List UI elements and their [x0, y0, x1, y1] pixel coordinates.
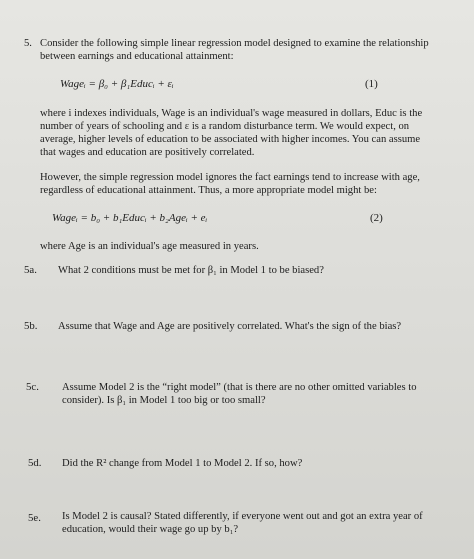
- question-5b-label: 5b.: [24, 320, 38, 332]
- equation-1: Wageᵢ = β₀ + β₁Educᵢ + εᵢ: [60, 78, 174, 90]
- para2-line-1: However, the simple regression model ignores the fact earnings tend to increase with age,: [40, 172, 420, 183]
- question-5b-text: Assume that Wage and Age are positively correlated. What's the sign of the bias?: [58, 321, 402, 332]
- question-5c-text-line-2: consider). Is β₁ in Model 1 too big or too small?: [62, 395, 266, 406]
- question-5e-label: 5e.: [28, 512, 41, 524]
- question-5d-label: 5d.: [28, 457, 42, 469]
- question-5c-label: 5c.: [26, 381, 39, 393]
- para2-line-2: regardless of educational attainment. Thus, a more appropriate model might be:: [40, 185, 377, 196]
- para1-line-2: number of years of schooling and ε is a random disturbance term. We would expect, on: [40, 121, 410, 132]
- para1-line-4: that wages and education are positively correlated.: [40, 147, 255, 158]
- intro-line-1: Consider the following simple linear regression model designed to examine the relationship: [40, 38, 429, 49]
- para1-line-3: average, higher levels of education to be associated with higher incomes. You can assume: [40, 134, 421, 145]
- equation-2: Wageᵢ = b₀ + b₁Educᵢ + b₂Ageᵢ + eᵢ: [52, 212, 208, 224]
- problem-number: 5.: [24, 38, 32, 49]
- intro-line-2: between earnings and educational attainment:: [40, 51, 234, 62]
- question-5c-text-line-1: Assume Model 2 is the “right model” (that is there are no other omitted variables to: [62, 382, 417, 393]
- equation-2-number: (2): [370, 212, 383, 224]
- where-age-text: where Age is an individual's age measured in years.: [40, 241, 259, 252]
- equation-1-number: (1): [365, 78, 378, 90]
- question-5e-text-line-2: education, would their wage go up by b₁?: [62, 524, 239, 535]
- para1-line-1: where i indexes individuals, Wage is an individual's wage measured in dollars, Educ is the: [40, 108, 423, 119]
- question-5e-text-line-1: Is Model 2 is causal? Stated differently, if everyone went out and got an extra year of: [62, 511, 423, 522]
- question-5a-text: What 2 conditions must be met for β₁ in Model 1 to be biased?: [58, 265, 324, 276]
- question-5a-label: 5a.: [24, 264, 37, 276]
- question-5d-text: Did the R² change from Model 1 to Model 2. If so, how?: [62, 458, 303, 469]
